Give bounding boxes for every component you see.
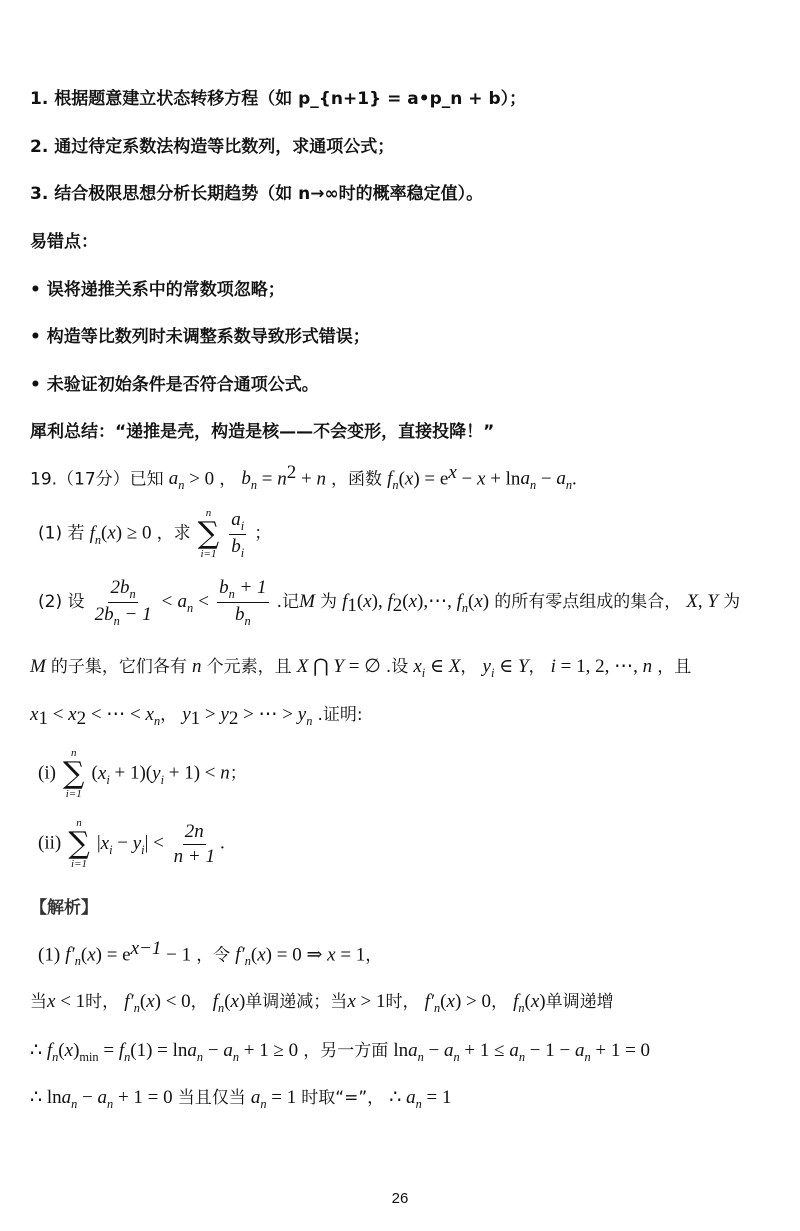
question-2-line-2: M 的子集，它们各有 n 个元素，且 X ⋂ Y = ∅ .设 $x_i$ ∈ X， $y_i$ ∈ Y， i = 1, 2, ⋯, n ，且 bbox=[30, 656, 692, 680]
mistake-item-2: • 构造等比数列时未调整系数导致形式错误； bbox=[30, 327, 370, 347]
summary-line: 犀利总结：“递推是壳，构造是核——不会变形，直接投降！” bbox=[30, 422, 495, 442]
analysis-line-2: 当x < 1时， $f'_n(x) < 0$， $f_n(x)$单调递减；当x > 1时， $f'_n(x) > 0$， $f_n(x)$单调递增 bbox=[30, 991, 614, 1015]
analysis-title: 【解析】 bbox=[30, 898, 98, 918]
analysis-line-3: ∴ $f_n(x)_{min} = f_n(1) = \ln a_n - a_n + 1 \ge 0$ ，另一方面 $\ln a_n - a_n + 1 \le a_n - 1 - a_n + 1 = 0$ bbox=[30, 1040, 651, 1064]
analysis-line-1: (1) $f'_n(x) = e^{x-1} - 1$ ，令 $f'_n(x) = 0$ ⇒ x = 1， bbox=[38, 938, 383, 969]
method-step-3: 3. 结合极限思想分析长期趋势（如 n→∞时的概率稳定值）。 bbox=[30, 184, 484, 204]
problem-statement: 19.（17分）已知 $a_n > 0$ ， $b_n = n^2 + n$ ，函数 $f_n(x) = e^x - x + \ln a_n - a_n$. bbox=[30, 462, 577, 493]
method-step-1: 1. 根据题意建立状态转移方程（如 p_{n+1} = a•p_n + b）； bbox=[30, 89, 527, 109]
question-2-line-3: $x_1 < x_2$ < ⋯ < $x_n$， $y_1 > y_2$ > ⋯ > $y_n$ .证明: bbox=[30, 704, 363, 730]
question-1: (1) 若 $f_n(x) \ge 0$ ，求 n ∑ i=1 $\frac{a_i}{b_i}$ ； bbox=[38, 507, 272, 560]
problem-number: 19.（17分）已知 bbox=[30, 469, 164, 490]
mistake-item-3: • 未验证初始条件是否符合通项公式。 bbox=[30, 375, 319, 395]
analysis-line-4: ∴ $\ln a_n - a_n + 1 = 0$ 当且仅当 $a_n = 1$ 时取“=”， ∴ $a_n = 1$ bbox=[30, 1087, 452, 1111]
sub-question-ii: (ii) n ∑ i=1 $|x_i - y_i|$ < $\frac{2n}{n + 1}$ . bbox=[38, 817, 225, 870]
func-text: ，函数 bbox=[331, 469, 383, 490]
mistake-item-1: • 误将递推关系中的常数项忽略； bbox=[30, 280, 285, 300]
question-2: (2) 设 $\frac{2b_n}{2b_n - 1}$ < $a_n$ < $\frac{b_n + 1}{b_n}$ .记M 为 $f_1(x)$, $f_2(x),\cdots$, $f_n(x)$ 的所有零点组成的集合， X, Y 为 bbox=[38, 577, 741, 628]
sub-question-i: (i) n ∑ i=1 $(x_i + 1)(y_i + 1) < n$； bbox=[38, 747, 247, 800]
mistakes-title: 易错点： bbox=[30, 232, 98, 252]
method-step-2: 2. 通过待定系数法构造等比数列，求通项公式； bbox=[30, 137, 395, 157]
page-number: 26 bbox=[391, 1190, 409, 1207]
